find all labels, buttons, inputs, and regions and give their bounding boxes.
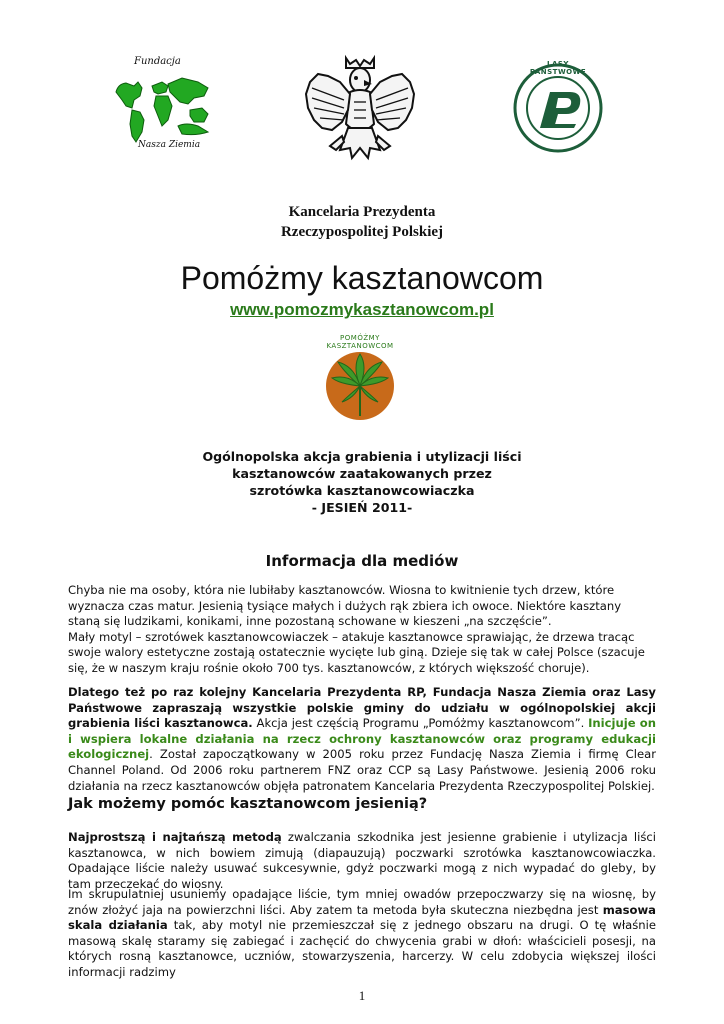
nasza-ziemia-text: Nasza Ziemia (138, 140, 201, 150)
media-p3-a: Akcja jest częścią Programu „Pomóżmy kasztanowcom”. (252, 716, 589, 731)
media-p2-text: Mały motyl – szrotówek kasztanowcowiaczek – atakuje kasztanowce sprawiając, że drzewa tracąc swoje walory estetyczne zostają ostatecznie wycięte lub giną. Dzieje się tak w całej Polsce (szacuje się, że w naszym kraju rośnie około 700 tys. kasztanowców, z których większość choruje). (68, 629, 645, 675)
help-heading: Jak możemy pomóc kasztanowcom jesienią? (68, 796, 428, 812)
campaign-line-1: Ogólnopolska akcja grabienia i utylizacji liści (202, 449, 522, 464)
help-paragraph-2 (68, 887, 656, 981)
pomozmy-kasztanowcom-emblem-text: POMÓŻMY KASZTANOWCOM (326, 334, 394, 350)
lasy-panstwowe-text: LASY PAŃSTWOWE (529, 60, 587, 76)
office-line-2: Rzeczypospolitej Polskiej (280, 224, 444, 240)
polish-eagle-emblem (300, 52, 420, 172)
help-p2-bold: masowa skala działania (68, 902, 656, 933)
media-p3-b: . Został zapoczątkowany w 2005 roku przez Fundację Nasza Ziemia i firmę Clear Channel Poland. Od 2006 roku partnerem FNZ oraz CCP są Lasy Państwowe. Jesienią 2006 roku działania na rzecz kasztanowców objęła patronatem Kancelaria Prezydenta Rzeczypospolitej Polskiej. (68, 747, 656, 793)
media-paragraph-3 (68, 685, 656, 794)
help-p1-bold: Najprostszą i najtańszą metodą (68, 830, 282, 844)
media-p3-bold: Dlatego też po raz kolejny Kancelaria Prezydenta RP, Fundacja Nasza Ziemia oraz Lasy Państwowe zapraszają wszystkie polskie gminy do udziału w ogólnopolskiej akcji grabienia liści kasztanowca. (68, 685, 656, 731)
page-title: Pomóżmy kasztanowcom (180, 260, 544, 296)
lasy-panstwowe-logo (512, 62, 604, 154)
help-paragraph-1 (68, 830, 656, 892)
help-p2-b: tak, aby motyl nie przemieszczał się z jednego obszaru na drugi. O tę właśnie masową skalę staramy się zabiegać i zachęcić do chwycenia grabi w dłoń: właścicieli posesji, na których rosną kasztanowce, uczniów, stowarzyszenia, harcerzy. W celu zdobycia większej ilości informacji radzimy (68, 918, 656, 979)
campaign-line-2: kasztanowców zaatakowanych przez (232, 466, 492, 481)
office-name (0, 202, 724, 242)
help-p1-text: zwalczania szkodnika jest jesienne grabienie i utylizacja liści kasztanowca, w nich bowiem zimują (diapauzują) poczwarki szrotówka kasztanowcowiaczka. Opadające liście należy usuwać sukcesywnie, gdyż poczwarki mogą z nich wypadać do gleby, by tam przeczekać do wiosny. (68, 830, 656, 891)
campaign-description (0, 448, 724, 516)
campaign-line-3: szrotówka kasztanowcowiaczka (249, 483, 475, 498)
media-p1-text: Chyba nie ma osoby, która nie lubiłaby kasztanowców. Wiosna to kwitnienie tych drzew, które wyznacza czas matur. Jesienią tysiące małych i dużych rąk zbiera ich owoce. Niektóre kasztany staną się ludzikami, konikami, inne pozostaną schowane w kieszeni „na szczęście”. (68, 583, 622, 629)
media-p3-green: Inicjuje on i wspiera lokalne działania na rzecz ochrony kasztanowców oraz programy edukacji ekologicznej (68, 716, 656, 762)
page-number: 1 (358, 988, 366, 1003)
help-p2-a: Im skrupulatniej usuniemy opadające liście, tym mniej owadów przepoczwarzy się na wiosnę, by znów złożyć jaja na powierzchni liści. Aby zatem ta metoda była skuteczna niezbędna jest (68, 887, 656, 917)
media-paragraph-1 (68, 583, 656, 677)
media-info-heading: Informacja dla mediów (265, 552, 459, 570)
campaign-website-link[interactable]: www.pomozmykasztanowcom.pl (230, 300, 494, 319)
campaign-line-4: - JESIEŃ 2011- (311, 500, 413, 515)
office-line-1: Kancelaria Prezydenta (288, 204, 436, 220)
fundacja-nasza-ziemia-logo (112, 56, 222, 154)
eagle-icon (300, 52, 420, 172)
fundacja-text: Fundacja (134, 56, 181, 67)
pomozmy-kasztanowcom-logo (304, 332, 416, 436)
